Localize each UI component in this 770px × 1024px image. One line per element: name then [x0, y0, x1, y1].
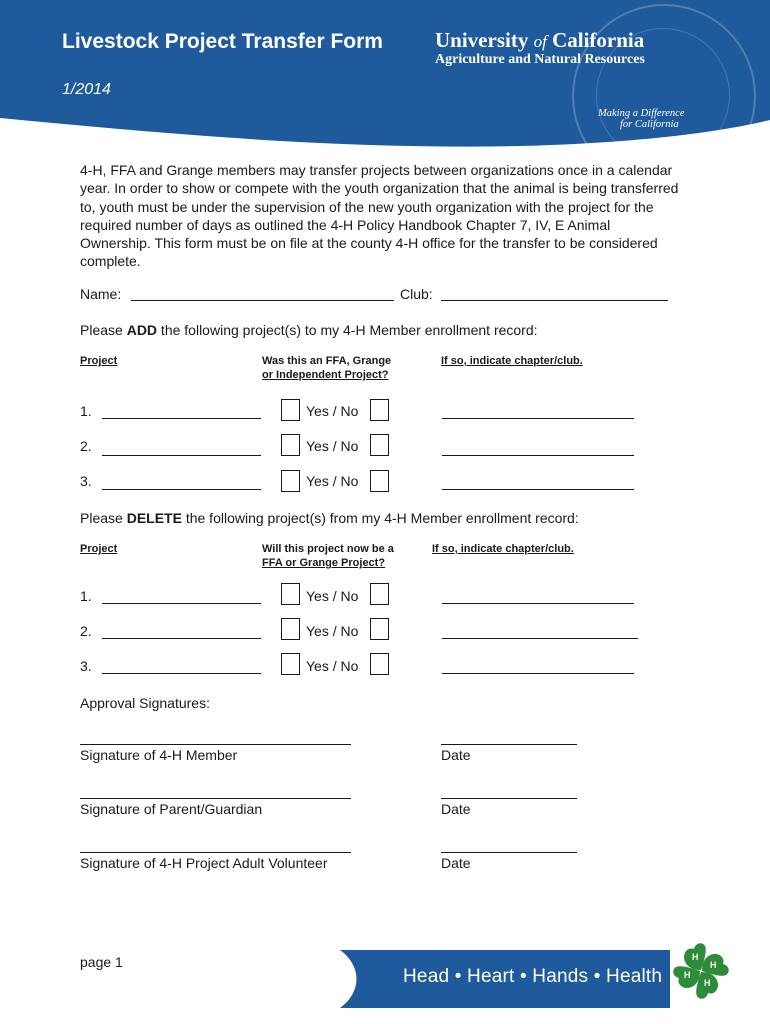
- add-row-3-chapter-field[interactable]: [442, 489, 634, 490]
- delete-row-2-yes-checkbox[interactable]: [281, 618, 300, 640]
- add-row-1-number: 1.: [80, 403, 92, 419]
- approval-heading: Approval Signatures:: [80, 695, 210, 711]
- add-row-3-yes-checkbox[interactable]: [281, 470, 300, 492]
- four-h-clover-icon: [670, 940, 732, 1002]
- delete-row-2-yes-no: Yes / No: [306, 623, 359, 639]
- delete-row-2-number: 2.: [80, 623, 92, 639]
- svg-text:H: H: [692, 952, 699, 962]
- delete-row-2-no-checkbox[interactable]: [370, 618, 389, 640]
- add-row-1-project-field[interactable]: [102, 418, 261, 419]
- add-row-3-yes-no: Yes / No: [306, 473, 359, 489]
- form-title: Livestock Project Transfer Form: [62, 30, 383, 53]
- member-signature-field[interactable]: [80, 744, 351, 745]
- delete-row-1-chapter-field[interactable]: [442, 603, 634, 604]
- delete-row-2-chapter-field[interactable]: [442, 638, 638, 639]
- parent-date-field[interactable]: [441, 798, 577, 799]
- add-row-1-yes-no: Yes / No: [306, 403, 359, 419]
- volunteer-signature-label: Signature of 4-H Project Adult Volunteer: [80, 855, 328, 871]
- svg-text:H: H: [710, 960, 717, 970]
- add-col-chapter: If so, indicate chapter/club.: [441, 355, 583, 367]
- delete-row-3-project-field[interactable]: [102, 673, 261, 674]
- delete-row-1-yes-no: Yes / No: [306, 588, 359, 604]
- club-field[interactable]: [441, 300, 668, 301]
- member-date-field[interactable]: [441, 744, 577, 745]
- delete-row-3-chapter-field[interactable]: [442, 673, 634, 674]
- form-date: 1/2014: [62, 81, 111, 98]
- member-signature-label: Signature of 4-H Member: [80, 747, 238, 763]
- delete-row-3-no-checkbox[interactable]: [370, 653, 389, 675]
- delete-row-1-project-field[interactable]: [102, 603, 261, 604]
- name-label: Name:: [80, 286, 122, 302]
- delete-row-3-number: 3.: [80, 658, 92, 674]
- delete-row-3-yes-no: Yes / No: [306, 658, 359, 674]
- page-number: page 1: [80, 954, 123, 970]
- delete-row-3-yes-checkbox[interactable]: [281, 653, 300, 675]
- volunteer-date-label: Date: [441, 855, 471, 871]
- footer-slogan: Head • Heart • Hands • Health: [403, 966, 663, 987]
- delete-instruction: Please DELETE the following project(s) from my 4-H Member enrollment record:: [80, 510, 579, 526]
- add-row-2-project-field[interactable]: [102, 455, 261, 456]
- add-row-3-no-checkbox[interactable]: [370, 470, 389, 492]
- add-col-project: Project: [80, 355, 118, 367]
- delete-col-question: Will this project now be a FFA or Grange Project?: [262, 543, 394, 569]
- delete-row-1-number: 1.: [80, 588, 92, 604]
- svg-text:H: H: [684, 970, 691, 980]
- uc-logo-name: University of California: [435, 28, 645, 52]
- uc-division: Agriculture and Natural Resources: [435, 52, 645, 67]
- add-instruction: Please ADD the following project(s) to my 4-H Member enrollment record:: [80, 322, 538, 338]
- delete-row-1-no-checkbox[interactable]: [370, 583, 389, 605]
- add-row-3-number: 3.: [80, 473, 92, 489]
- member-date-label: Date: [441, 747, 471, 763]
- footer-bar-curve: [340, 950, 400, 1008]
- volunteer-date-field[interactable]: [441, 852, 577, 853]
- header-banner: [0, 0, 770, 150]
- club-label: Club:: [400, 286, 433, 302]
- add-row-2-yes-checkbox[interactable]: [281, 434, 300, 456]
- volunteer-signature-field[interactable]: [80, 852, 351, 853]
- svg-text:H: H: [704, 978, 711, 988]
- delete-row-2-project-field[interactable]: [102, 638, 261, 639]
- add-row-1-yes-checkbox[interactable]: [281, 399, 300, 421]
- add-row-3-project-field[interactable]: [102, 489, 261, 490]
- add-row-1-chapter-field[interactable]: [442, 418, 634, 419]
- add-row-2-chapter-field[interactable]: [442, 455, 634, 456]
- add-col-question: Was this an FFA, Grange or Independent Project?: [262, 355, 392, 381]
- add-row-2-no-checkbox[interactable]: [370, 434, 389, 456]
- intro-paragraph: 4-H, FFA and Grange members may transfer projects between organizations once in a calendar year. In order to show or compete with the youth organization that the animal is being transferred to, youth must be under the supervision of the new youth organization with the project for the required number of days as outlined the 4-H Policy Handbook Chapter 7, IV, E Animal Ownership. This form must be on file at the county 4-H office for the transfer to be considered complete.: [80, 162, 679, 270]
- uc-tagline: Making a Difference for California: [598, 108, 685, 130]
- add-row-2-number: 2.: [80, 438, 92, 454]
- parent-signature-field[interactable]: [80, 798, 351, 799]
- add-row-2-yes-no: Yes / No: [306, 438, 359, 454]
- delete-row-1-yes-checkbox[interactable]: [281, 583, 300, 605]
- delete-col-project: Project: [80, 543, 118, 555]
- parent-signature-label: Signature of Parent/Guardian: [80, 801, 263, 817]
- delete-col-chapter: If so, indicate chapter/club.: [432, 543, 574, 555]
- name-field[interactable]: [131, 300, 394, 301]
- parent-date-label: Date: [441, 801, 471, 817]
- add-row-1-no-checkbox[interactable]: [370, 399, 389, 421]
